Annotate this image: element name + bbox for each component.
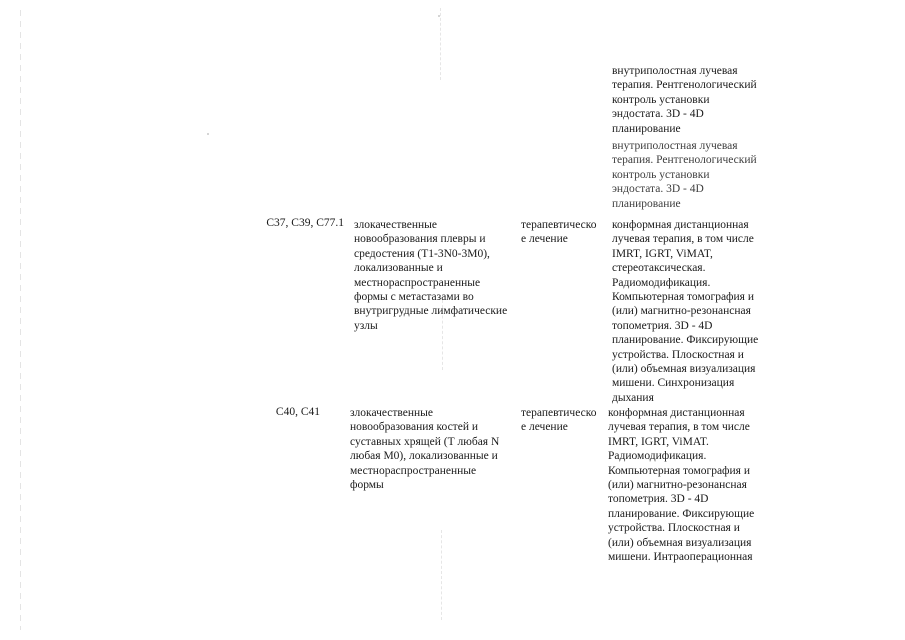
row-diagnosis — [354, 218, 519, 333]
text-line: терапия. Рентгенологический — [612, 79, 757, 92]
text-line: контроль установки — [612, 93, 710, 106]
text-line: е лечение — [521, 421, 568, 434]
text-line: лучевая терапия, в том числе — [608, 421, 750, 434]
continuation-block-2 — [612, 139, 772, 211]
text-line: средостения (Т1-3N0-3M0), — [354, 247, 490, 260]
row-diagnosis — [350, 406, 515, 492]
text-line: Компьютерная томография и — [608, 464, 750, 477]
text-line: любая M0), локализованные и — [350, 450, 498, 463]
text-line: Компьютерная томография и — [612, 291, 754, 304]
text-line: злокачественные — [354, 219, 437, 231]
text-line: злокачественные — [350, 407, 433, 419]
text-line: новообразования костей и — [350, 421, 478, 434]
text-line: (или) магнитно-резонансная — [608, 479, 747, 492]
text-line: мишени. Синхронизация — [612, 377, 735, 390]
scan-speck — [207, 133, 209, 135]
text-line: локализованные и — [354, 262, 443, 275]
text-line: Радиомодификация. — [612, 276, 711, 289]
text-line: е лечение — [521, 233, 568, 246]
text-line: формы — [350, 479, 384, 492]
text-line: топометрия. 3D - 4D — [612, 319, 713, 332]
text-line: планирование. Фиксирующие — [608, 507, 755, 520]
text-line: терапевтическо — [521, 407, 597, 419]
column-guide-line — [440, 8, 441, 80]
row-method — [608, 406, 768, 564]
row-treatment — [521, 218, 607, 247]
text-line: конформная дистанционная — [612, 219, 749, 231]
icd-code: C40, C41 — [275, 406, 320, 418]
row-code — [238, 405, 320, 419]
text-line: планирование — [612, 197, 681, 210]
text-line: узлы — [354, 319, 378, 332]
scan-left-edge-artifact — [20, 10, 21, 630]
text-line: новообразования плевры и — [354, 233, 486, 246]
text-line: формы с метастазами во — [354, 291, 474, 304]
text-line: планирование. Фиксирующие — [612, 334, 759, 347]
text-line: внутриполостная лучевая — [612, 65, 738, 77]
text-line: (или) объемная визуализация — [612, 363, 756, 376]
text-line: устройства. Плоскостная и — [612, 348, 744, 361]
text-line: стереотаксическая. — [612, 262, 706, 275]
text-line: устройства. Плоскостная и — [608, 522, 740, 535]
text-line: терапевтическо — [521, 219, 597, 231]
text-line: Радиомодификация. — [608, 450, 707, 463]
text-line: IMRT, IGRT, ViMAT. — [608, 435, 709, 448]
text-line: IMRT, IGRT, ViMAT, — [612, 247, 713, 260]
text-line: мишени. Интраоперационная — [608, 551, 753, 564]
row-code — [238, 216, 344, 230]
text-line: конформная дистанционная — [608, 407, 745, 419]
text-line: внутриполостная лучевая — [612, 140, 738, 152]
text-line: эндостата. 3D - 4D — [612, 183, 704, 196]
text-line: местнораспространенные — [350, 464, 477, 477]
text-line: планирование — [612, 122, 681, 135]
column-guide-line — [441, 530, 442, 620]
text-line: топометрия. 3D - 4D — [608, 493, 709, 506]
text-line: терапия. Рентгенологический — [612, 154, 757, 167]
text-line: контроль установки — [612, 168, 710, 181]
text-line: местнораспространенные — [354, 276, 481, 289]
text-line: суставных хрящей (Т любая N — [350, 435, 500, 448]
text-line: внутригрудные лимфатические — [354, 305, 508, 318]
text-line: лучевая терапия, в том числе — [612, 233, 754, 246]
text-line: (или) магнитно-резонансная — [612, 305, 751, 318]
text-line: эндостата. 3D - 4D — [612, 108, 704, 121]
continuation-block-1 — [612, 64, 772, 136]
text-line: (или) объемная визуализация — [608, 536, 752, 549]
row-method — [612, 218, 772, 405]
icd-code: C37, C39, C77.1 — [266, 217, 344, 229]
row-treatment — [521, 406, 607, 435]
text-line: дыхания — [612, 391, 654, 404]
